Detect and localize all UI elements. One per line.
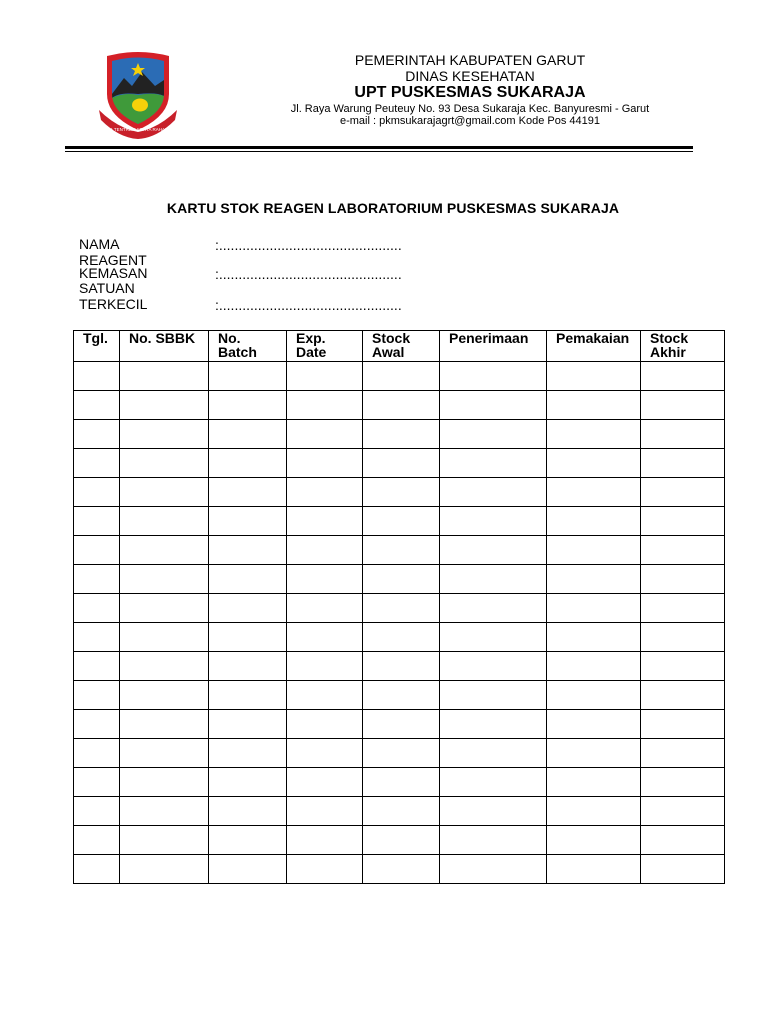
table-cell[interactable] — [209, 623, 287, 652]
field-nama-reagent-value[interactable]: :............................................... — [215, 237, 402, 253]
garut-regency-emblem-icon — [97, 50, 179, 140]
table-cell[interactable] — [120, 739, 209, 768]
table-cell[interactable] — [440, 797, 547, 826]
table-cell[interactable] — [547, 710, 641, 739]
field-label: TERKECIL — [79, 296, 148, 312]
table-cell[interactable] — [641, 739, 725, 768]
table-cell[interactable] — [287, 652, 363, 681]
table-row — [74, 739, 725, 768]
table-cell[interactable] — [641, 420, 725, 449]
table-cell[interactable] — [440, 478, 547, 507]
table-cell[interactable] — [120, 623, 209, 652]
table-cell[interactable] — [547, 362, 641, 391]
table-cell[interactable] — [547, 478, 641, 507]
table-cell[interactable] — [209, 652, 287, 681]
table-cell[interactable] — [209, 768, 287, 797]
table-cell[interactable] — [641, 826, 725, 855]
field-label: KEMASAN — [79, 265, 148, 281]
table-row — [74, 536, 725, 565]
table-cell[interactable] — [74, 565, 120, 594]
table-cell[interactable] — [363, 362, 440, 391]
institution-contact: e-mail : pkmsukarajagrt@gmail.com Kode Pos 44191 — [339, 115, 600, 128]
table-cell[interactable] — [440, 391, 547, 420]
table-cell[interactable] — [287, 420, 363, 449]
table-cell[interactable] — [120, 362, 209, 391]
stock-card-table — [73, 330, 725, 884]
table-cell[interactable] — [74, 739, 120, 768]
table-cell[interactable] — [120, 449, 209, 478]
table-cell[interactable] — [641, 536, 725, 565]
table-cell[interactable] — [209, 536, 287, 565]
table-cell[interactable] — [547, 768, 641, 797]
table-cell[interactable] — [209, 797, 287, 826]
table-cell[interactable] — [209, 391, 287, 420]
table-body — [74, 362, 725, 884]
table-cell[interactable] — [547, 565, 641, 594]
table-cell[interactable] — [363, 594, 440, 623]
table-cell[interactable] — [641, 391, 725, 420]
table-cell[interactable] — [74, 797, 120, 826]
table-cell[interactable] — [440, 855, 547, 884]
table-cell[interactable] — [120, 768, 209, 797]
table-row — [74, 652, 725, 681]
table-cell[interactable] — [287, 507, 363, 536]
table-cell[interactable] — [363, 565, 440, 594]
government-name: PEMERINTAH KABUPATEN GARUT — [354, 52, 586, 68]
letterhead-divider-thin — [65, 151, 693, 152]
table-cell[interactable] — [440, 826, 547, 855]
table-cell[interactable] — [363, 797, 440, 826]
table-cell[interactable] — [287, 362, 363, 391]
table-cell[interactable] — [74, 362, 120, 391]
table-cell[interactable] — [287, 739, 363, 768]
column-header-stock-akhir: Stock Akhir — [641, 331, 725, 362]
table-cell[interactable] — [363, 507, 440, 536]
table-cell[interactable] — [363, 710, 440, 739]
table-cell[interactable] — [287, 594, 363, 623]
table-row — [74, 855, 725, 884]
table-cell[interactable] — [209, 710, 287, 739]
table-cell[interactable] — [547, 536, 641, 565]
table-cell[interactable] — [641, 594, 725, 623]
table-cell[interactable] — [363, 739, 440, 768]
table-row — [74, 391, 725, 420]
table-cell[interactable] — [209, 565, 287, 594]
table-cell[interactable] — [363, 536, 440, 565]
table-cell[interactable] — [440, 710, 547, 739]
table-cell[interactable] — [287, 565, 363, 594]
table-cell[interactable] — [287, 449, 363, 478]
table-cell[interactable] — [120, 652, 209, 681]
table-cell[interactable] — [120, 710, 209, 739]
table-cell[interactable] — [641, 449, 725, 478]
table-cell[interactable] — [641, 623, 725, 652]
column-header-exp-date: Exp. Date — [287, 331, 363, 362]
table-row — [74, 507, 725, 536]
table-cell[interactable] — [209, 420, 287, 449]
table-cell[interactable] — [209, 362, 287, 391]
table-cell[interactable] — [440, 362, 547, 391]
table-cell[interactable] — [547, 826, 641, 855]
table-cell[interactable] — [74, 594, 120, 623]
table-cell[interactable] — [440, 507, 547, 536]
table-row — [74, 420, 725, 449]
table-row — [74, 710, 725, 739]
table-cell[interactable] — [287, 391, 363, 420]
table-row — [74, 478, 725, 507]
table-cell[interactable] — [440, 652, 547, 681]
table-cell[interactable] — [120, 391, 209, 420]
table-row — [74, 623, 725, 652]
table-cell[interactable] — [440, 449, 547, 478]
table-row — [74, 681, 725, 710]
table-cell[interactable] — [363, 681, 440, 710]
table-cell[interactable] — [641, 362, 725, 391]
table-cell[interactable] — [547, 681, 641, 710]
table-cell[interactable] — [641, 710, 725, 739]
table-cell[interactable] — [641, 565, 725, 594]
table-cell[interactable] — [74, 652, 120, 681]
table-cell[interactable] — [547, 623, 641, 652]
table-cell[interactable] — [363, 623, 440, 652]
table-cell[interactable] — [440, 681, 547, 710]
document-title: KARTU STOK REAGEN LABORATORIUM PUSKESMAS SUKARAJA — [166, 200, 620, 216]
table-cell[interactable] — [120, 420, 209, 449]
table-row — [74, 449, 725, 478]
table-cell[interactable] — [547, 797, 641, 826]
table-cell[interactable] — [209, 681, 287, 710]
table-cell[interactable] — [363, 768, 440, 797]
table-cell[interactable] — [641, 768, 725, 797]
table-row — [74, 362, 725, 391]
table-cell[interactable] — [74, 507, 120, 536]
table-cell[interactable] — [120, 797, 209, 826]
table-row — [74, 565, 725, 594]
table-cell[interactable] — [440, 594, 547, 623]
table-cell[interactable] — [547, 507, 641, 536]
table-cell[interactable] — [120, 536, 209, 565]
table-cell[interactable] — [120, 478, 209, 507]
table-cell[interactable] — [74, 623, 120, 652]
emblem-motto: TATA TENTREM KERTA RAHARJA — [102, 127, 174, 132]
table-cell[interactable] — [209, 855, 287, 884]
department-name: DINAS KESEHATAN — [405, 68, 535, 85]
table-cell[interactable] — [641, 652, 725, 681]
table-cell[interactable] — [440, 768, 547, 797]
table-cell[interactable] — [287, 681, 363, 710]
column-header-no-sbbk: No. SBBK — [120, 331, 209, 362]
table-cell[interactable] — [363, 652, 440, 681]
table-cell[interactable] — [209, 507, 287, 536]
table-cell[interactable] — [74, 710, 120, 739]
table-cell[interactable] — [287, 826, 363, 855]
column-header-no-batch: No. Batch — [209, 331, 287, 362]
table-cell[interactable] — [641, 478, 725, 507]
table-cell[interactable] — [547, 855, 641, 884]
table-row — [74, 768, 725, 797]
table-cell[interactable] — [209, 826, 287, 855]
table-cell[interactable] — [641, 507, 725, 536]
table-cell[interactable] — [287, 623, 363, 652]
table-cell[interactable] — [641, 797, 725, 826]
table-cell[interactable] — [547, 739, 641, 768]
table-cell[interactable] — [547, 420, 641, 449]
table-cell[interactable] — [440, 536, 547, 565]
field-label: NAMA REAGENT — [79, 236, 147, 268]
table-cell[interactable] — [120, 826, 209, 855]
table-cell[interactable] — [363, 826, 440, 855]
table-cell[interactable] — [74, 768, 120, 797]
table-cell[interactable] — [547, 391, 641, 420]
table-row — [74, 826, 725, 855]
table-cell[interactable] — [74, 826, 120, 855]
table-cell[interactable] — [547, 449, 641, 478]
field-kemasan-value[interactable]: :............................................... — [215, 266, 402, 282]
table-cell[interactable] — [287, 710, 363, 739]
table-cell[interactable] — [74, 536, 120, 565]
table-cell[interactable] — [287, 855, 363, 884]
column-header-stock-awal: Stock Awal — [363, 331, 440, 362]
table-cell[interactable] — [440, 623, 547, 652]
column-header-penerimaan: Penerimaan — [440, 331, 547, 362]
table-row — [74, 594, 725, 623]
table-row — [74, 797, 725, 826]
table-cell[interactable] — [547, 652, 641, 681]
table-cell[interactable] — [209, 594, 287, 623]
table-cell[interactable] — [287, 768, 363, 797]
table-cell[interactable] — [120, 594, 209, 623]
field-label: SATUAN — [79, 280, 135, 296]
table-cell[interactable] — [440, 420, 547, 449]
table-cell[interactable] — [363, 449, 440, 478]
table-cell[interactable] — [440, 565, 547, 594]
table-cell[interactable] — [120, 507, 209, 536]
table-cell[interactable] — [74, 478, 120, 507]
table-cell[interactable] — [440, 739, 547, 768]
table-cell[interactable] — [74, 420, 120, 449]
table-cell[interactable] — [363, 478, 440, 507]
table-cell[interactable] — [74, 449, 120, 478]
table-cell[interactable] — [363, 855, 440, 884]
table-cell[interactable] — [547, 594, 641, 623]
institution-name: UPT PUSKESMAS SUKARAJA — [354, 84, 586, 102]
column-header-pemakaian: Pemakaian — [547, 331, 641, 362]
table-cell[interactable] — [641, 855, 725, 884]
table-cell[interactable] — [209, 478, 287, 507]
table-cell[interactable] — [209, 449, 287, 478]
institution-address: Jl. Raya Warung Peuteuy No. 93 Desa Sukaraja Kec. Banyuresmi - Garut — [290, 102, 650, 115]
table-cell[interactable] — [209, 739, 287, 768]
table-cell[interactable] — [363, 420, 440, 449]
letterhead — [200, 52, 740, 128]
table-header-row — [74, 331, 725, 362]
table-cell[interactable] — [120, 565, 209, 594]
letterhead-divider-thick — [65, 146, 693, 149]
column-header-tgl: Tgl. — [74, 331, 120, 362]
table-cell[interactable] — [641, 681, 725, 710]
table-cell[interactable] — [287, 478, 363, 507]
table-cell[interactable] — [120, 681, 209, 710]
table-cell[interactable] — [120, 855, 209, 884]
table-cell[interactable] — [74, 391, 120, 420]
field-satuan-terkecil-value[interactable]: :............................................... — [215, 297, 402, 313]
table-cell[interactable] — [287, 536, 363, 565]
table-cell[interactable] — [74, 681, 120, 710]
table-cell[interactable] — [287, 797, 363, 826]
table-cell[interactable] — [74, 855, 120, 884]
table-cell[interactable] — [363, 391, 440, 420]
